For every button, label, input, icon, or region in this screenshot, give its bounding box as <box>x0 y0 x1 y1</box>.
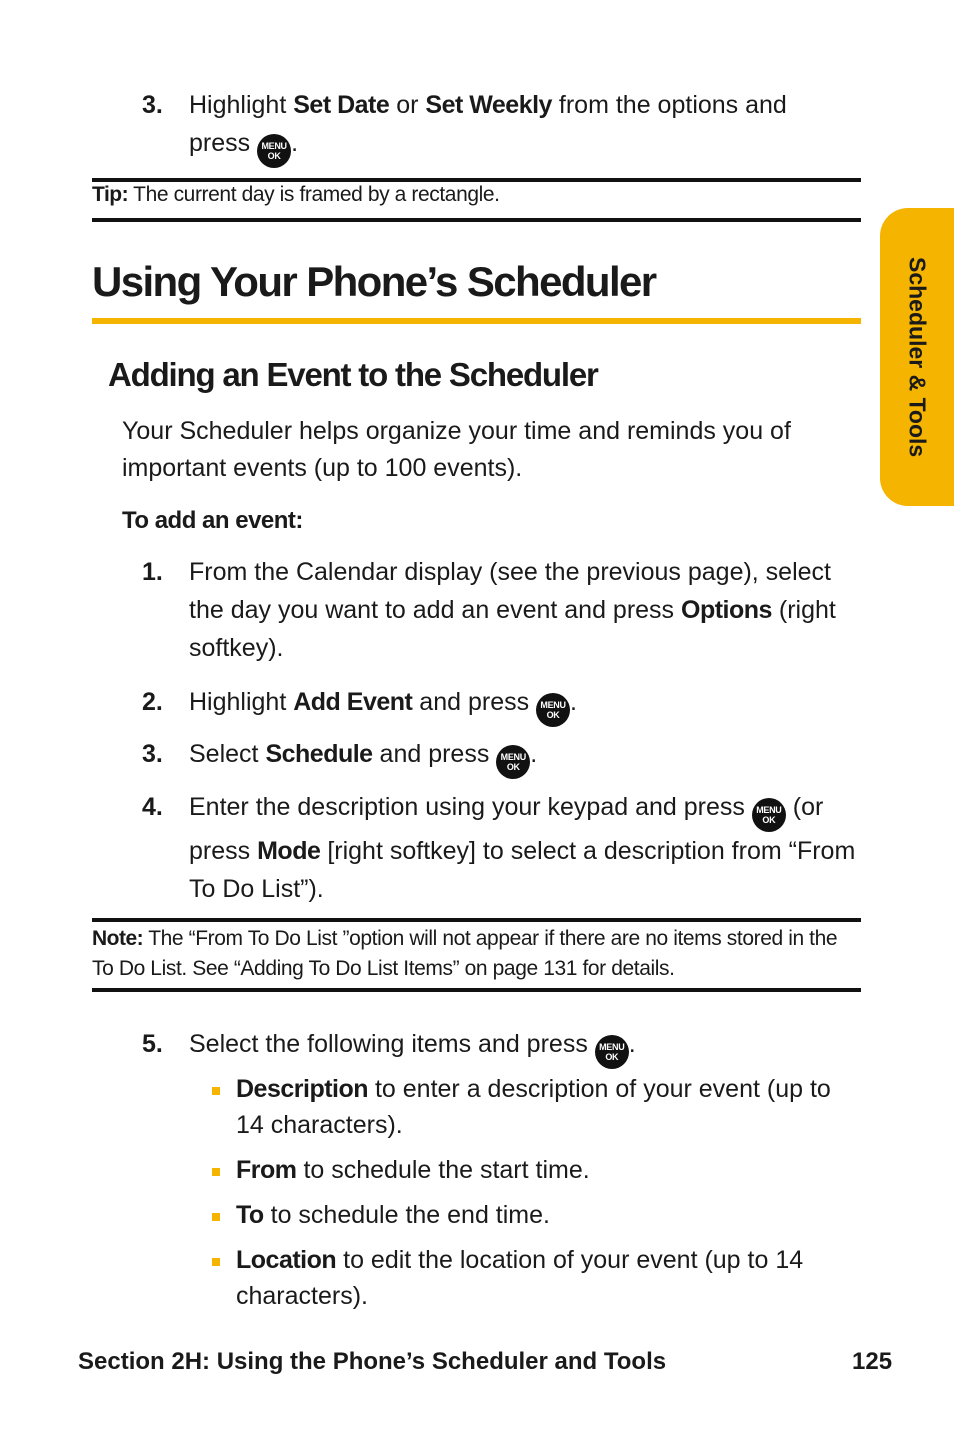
step-number: 3. <box>142 91 163 119</box>
procedure-label: To add an event: <box>122 507 303 534</box>
bullet-square-icon <box>212 1258 220 1266</box>
step-text-part: and press <box>372 740 497 768</box>
step-text-part: [right softkey] to select a description from “From To Do List”). <box>189 837 856 903</box>
bullet-square-icon <box>212 1168 220 1176</box>
step-text-part: From the Calendar display (see the previous page), select the day you want to add an event and press <box>189 558 831 624</box>
tip-top-rule <box>92 178 861 182</box>
menu-ok-key-icon: MENU OK <box>595 1035 629 1069</box>
list-item <box>236 1197 856 1233</box>
footer-section-title: Section 2H: Using the Phone’s Scheduler and Tools <box>78 1348 667 1375</box>
step-text-part: or <box>389 91 426 119</box>
step-text-part: Highlight <box>189 91 294 119</box>
step-number: 3. <box>142 740 163 768</box>
step-text-part: . <box>628 1030 636 1058</box>
list-item <box>236 1152 856 1188</box>
list-item <box>236 1071 856 1143</box>
option-description: to edit the location of your event (up to 14 characters). <box>236 1246 804 1310</box>
step-text-part: from the options and press <box>189 91 787 157</box>
bullet-square-icon <box>212 1213 220 1221</box>
page-number: 125 <box>852 1348 893 1375</box>
step-text-part: (right softkey). <box>189 596 836 662</box>
side-tab-label: Scheduler & Tools <box>904 256 931 458</box>
title-underline <box>92 318 861 324</box>
option-name: From <box>236 1156 297 1184</box>
tip-bottom-rule <box>92 218 861 222</box>
section-subheading: Adding an Event to the Scheduler <box>108 356 598 393</box>
menu-ok-key-icon: MENU OK <box>496 745 530 779</box>
option-description: to schedule the end time. <box>263 1201 550 1229</box>
option-name: Description <box>236 1075 369 1103</box>
step-text-part: (or press <box>189 793 824 865</box>
step-number: 5. <box>142 1030 163 1058</box>
menu-item-name: Add Event <box>293 688 413 716</box>
menu-item-name: Schedule <box>265 740 373 768</box>
step-number: 4. <box>142 793 163 821</box>
softkey-name: Mode <box>257 837 321 865</box>
step-text <box>189 553 869 667</box>
note-bottom-rule <box>92 988 861 992</box>
note-box <box>92 924 861 984</box>
step-number: 2. <box>142 688 163 716</box>
menu-ok-key-icon: MENU OK <box>752 798 786 832</box>
menu-ok-key-icon: MENU OK <box>257 134 291 168</box>
menu-item-name: Set Weekly <box>425 91 552 119</box>
tip-text: The current day is framed by a rectangle. <box>128 183 500 206</box>
note-text: The “From To Do List ”option will not appear if there are no items stored in the To Do List. See “Adding To Do List Items” on page 131 for details. <box>92 927 838 980</box>
step-text-part: . <box>570 688 577 716</box>
note-label: Note: <box>92 927 144 950</box>
tip-box <box>92 183 861 207</box>
step-text-part: Highlight <box>189 688 294 716</box>
step-text <box>189 735 869 779</box>
step-text-part: and press <box>412 688 537 716</box>
step-text <box>189 86 849 168</box>
step-text-part: . <box>530 740 538 768</box>
option-description: to schedule the start time. <box>296 1156 590 1184</box>
tip-label: Tip: <box>92 183 129 206</box>
option-name: Location <box>236 1246 337 1274</box>
note-top-rule <box>92 918 861 922</box>
step-text-part: . <box>291 129 299 157</box>
bullet-square-icon <box>212 1087 220 1095</box>
menu-item-name: Set Date <box>293 91 390 119</box>
step-text <box>189 788 869 908</box>
section-side-tab <box>880 208 954 506</box>
list-item <box>236 1242 856 1314</box>
step-text <box>189 1025 869 1069</box>
step-text <box>189 683 869 727</box>
option-name: To <box>236 1201 264 1229</box>
menu-ok-key-icon: MENU OK <box>536 693 570 727</box>
step-number: 1. <box>142 558 163 586</box>
step-text-part: Enter the description using your keypad and press <box>189 793 752 821</box>
intro-paragraph: Your Scheduler helps organize your time and reminds you of important events (up to 100 events). <box>122 417 791 482</box>
option-description: to enter a description of your event (up to 14 characters). <box>236 1075 831 1139</box>
step-text-part: Select the following items and press <box>189 1030 595 1058</box>
page-title: Using Your Phone’s Scheduler <box>92 258 656 305</box>
softkey-name: Options <box>681 596 772 624</box>
step-text-part: Select <box>189 740 266 768</box>
